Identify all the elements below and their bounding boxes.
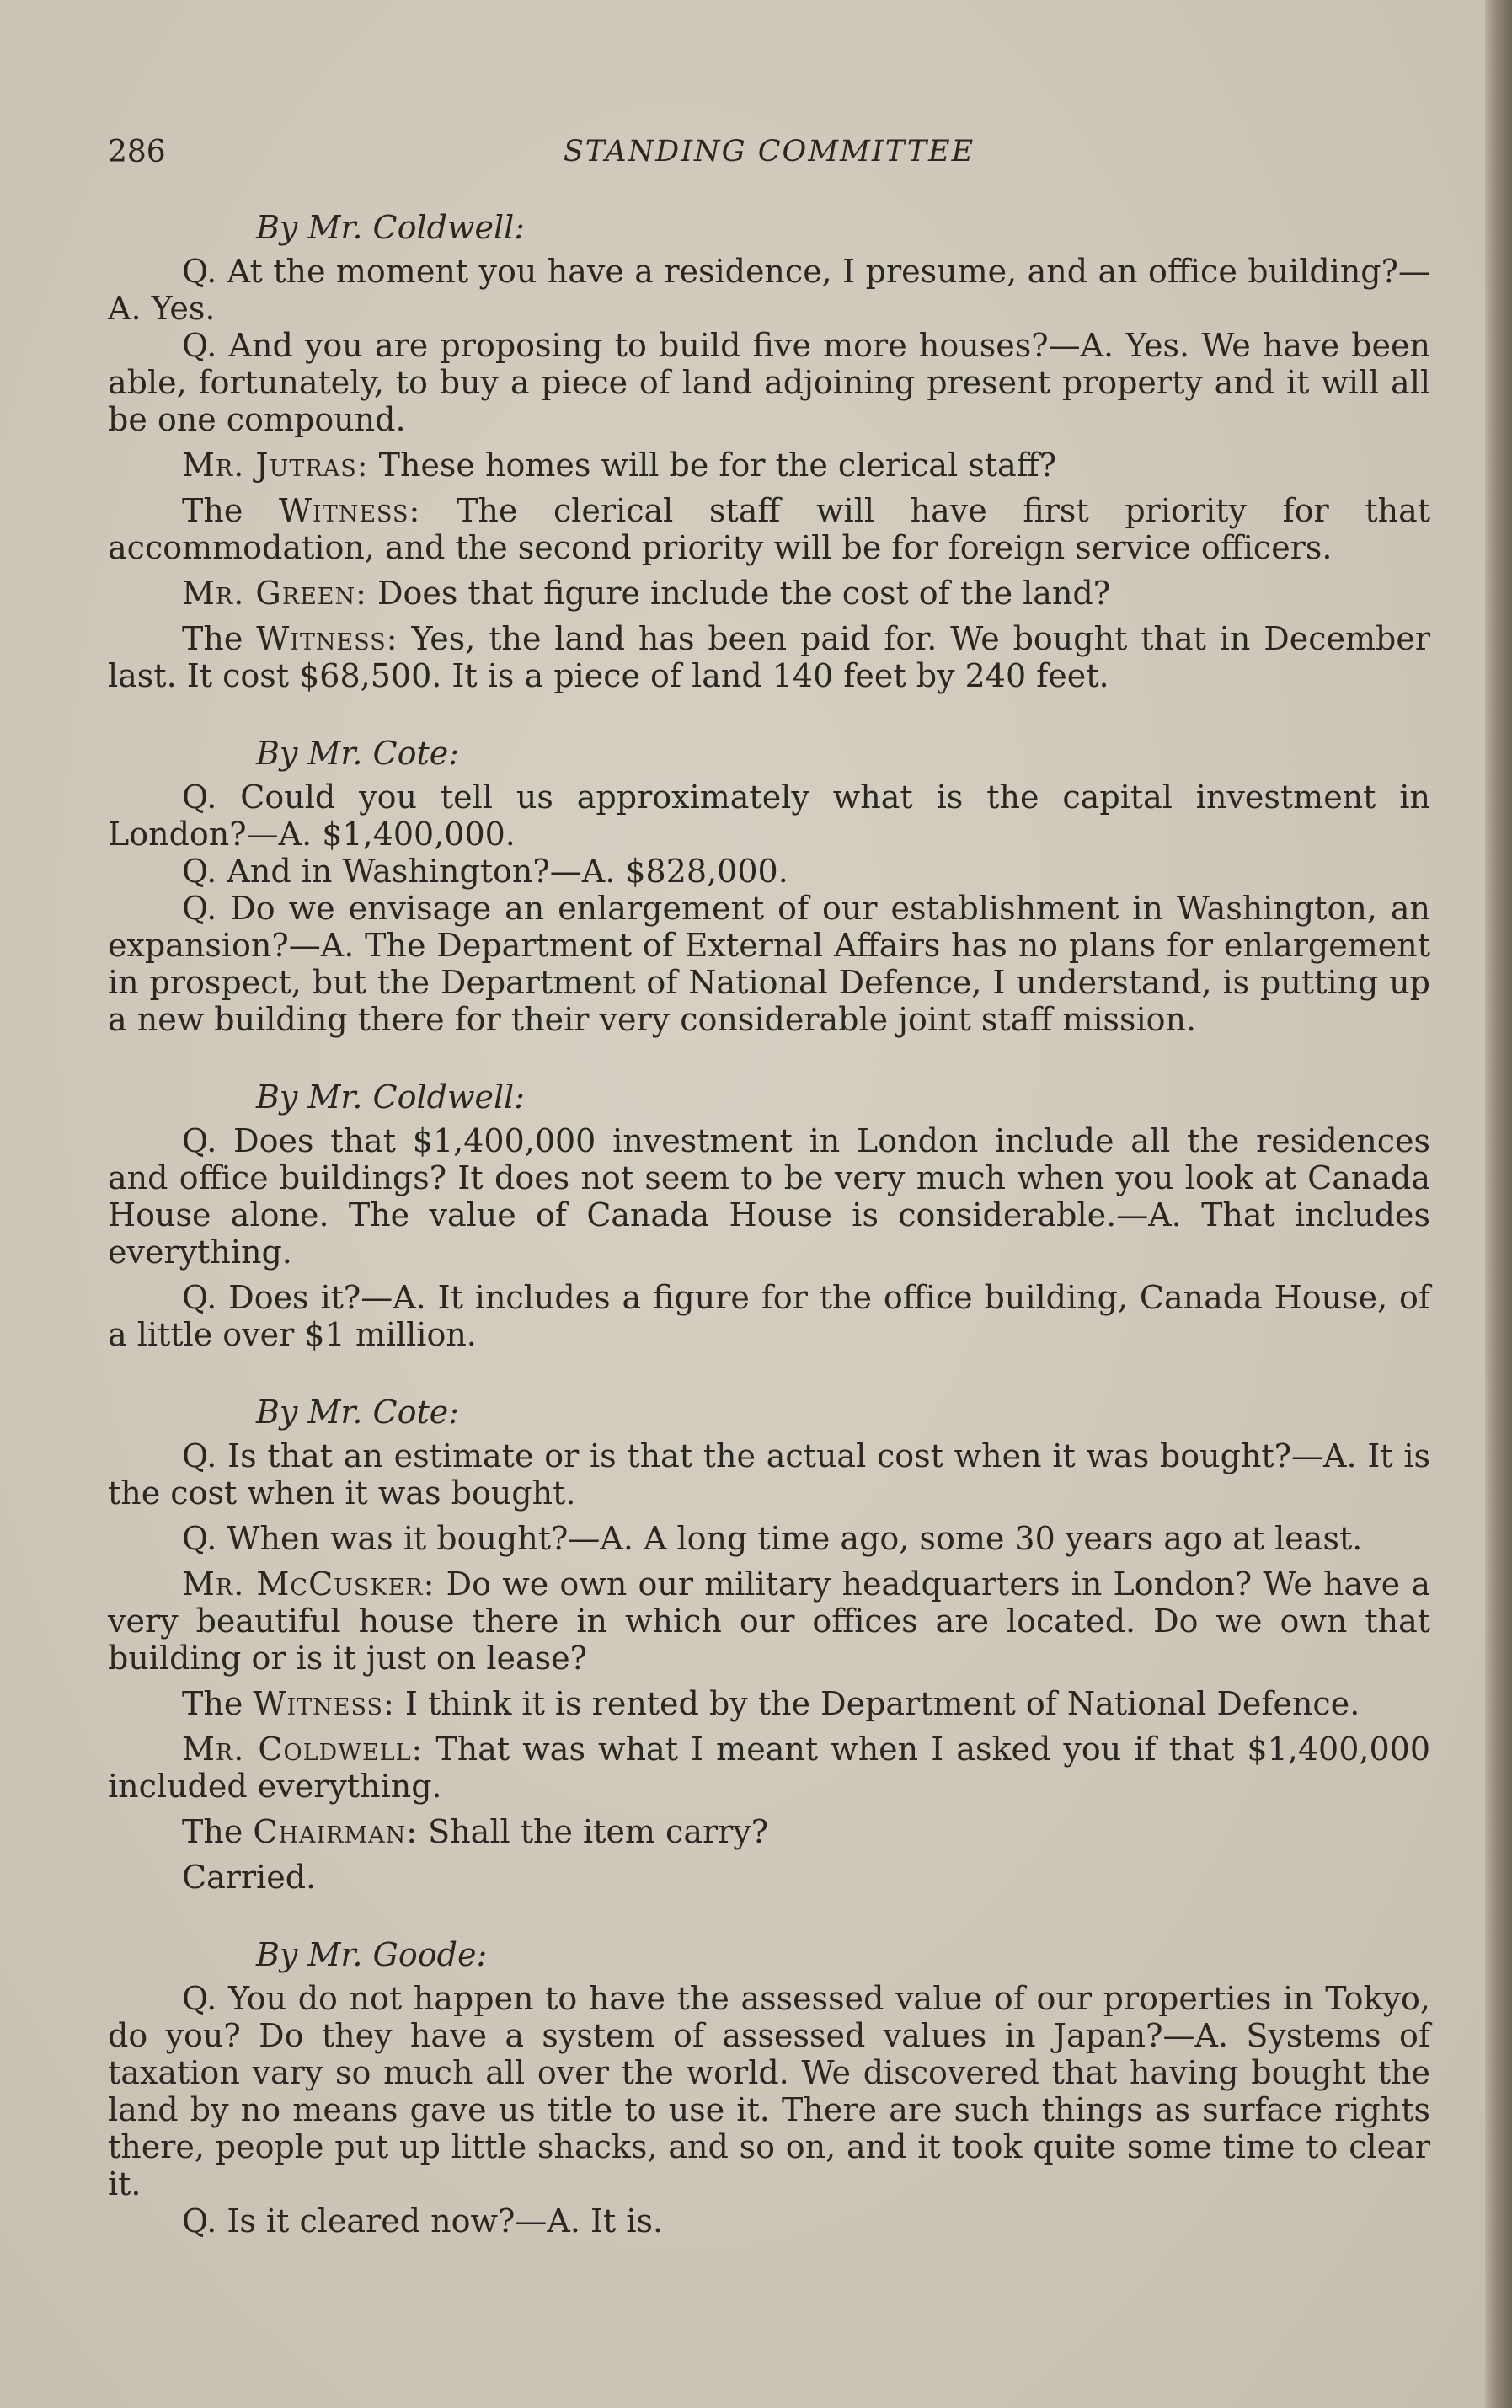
qa-paragraph: Q. Could you tell us approximately what is the capital investment in London?—A. $1,400,000. [108,779,1430,853]
speech-text: These homes will be for the clerical staff? [368,447,1057,484]
speaker-prefix: The [182,1685,254,1722]
examiner-heading: By Mr. Cote: [256,735,460,772]
examiner-heading: By Mr. Cote: [256,1394,460,1431]
speech-text: That was what I meant when I asked you if that $1,400,000 included everything. [108,1731,1430,1805]
speech-text: I think it is rented by the Department of National Defence. [394,1685,1360,1722]
speaker-name: Witness: [253,1685,395,1722]
qa-paragraph: Q. When was it bought?—A. A long time ago, some 30 years ago at least. [182,1520,1363,1557]
speech-text: Does that figure include the cost of the land? [366,575,1111,612]
speech-text: Yes, the land has been paid for. We bought that in December last. It cost $68,500. It is a piece of land 140 feet by 240 feet. [108,620,1431,694]
qa-paragraph: Q. Is it cleared now?—A. It is. [182,2202,664,2239]
qa-paragraph: Q. Does it?—A. It includes a figure for the office building, Canada House, of a little over $1 million. [108,1279,1430,1353]
speaker-paragraph [108,1813,1430,1850]
speaker-paragraph [108,1731,1430,1805]
examiner-heading: By Mr. Goode: [256,1936,488,1973]
page-edge-shadow [1485,0,1512,2408]
qa-paragraph: Carried. [182,1859,317,1896]
speech-text: The clerical staff will have first priority for that accommodation, and the second priority will be for foreign service officers. [108,492,1430,566]
examiner-heading: By Mr. Coldwell: [256,1078,526,1116]
speech-text: Shall the item carry? [418,1813,769,1850]
speaker-name: Mr. Coldwell: [182,1731,424,1768]
speaker-name: Mr. Green: [182,575,367,612]
qa-paragraph: Q. You do not happen to have the assessed value of our properties in Tokyo, do you? Do they have a system of assessed values in Japan?—A. Systems of taxation vary so much all over the world. We discovered that having bought the land by no means gave us title to use it. There are such things as surface rights there, people put up little shacks, and so on, and it took quite some time to clear it. [108,1980,1430,2202]
qa-paragraph: Q. At the moment you have a residence, I presume, and an office building?—A. Yes. [108,253,1430,327]
qa-paragraph: Q. And in Washington?—A. $828,000. [182,853,788,890]
speaker-paragraph [108,492,1430,566]
speaker-name: Witness: [278,492,421,529]
speaker-name: Chairman: [253,1813,419,1850]
speaker-name: Witness: [256,620,398,657]
page-header [108,135,1430,182]
page-number: 286 [108,135,166,169]
speaker-prefix: The [182,492,279,529]
speaker-paragraph [108,1685,1430,1722]
speaker-paragraph [108,1565,1430,1677]
qa-paragraph: Q. Is that an estimate or is that the actual cost when it was bought?—A. It is the cost when it was bought. [108,1437,1430,1512]
speaker-prefix: The [182,620,257,657]
speaker-paragraph [108,620,1430,694]
qa-paragraph: Q. Does that $1,400,000 investment in London include all the residences and office buildings? It does not seem to be very much when you look at Canada House alone. The value of Canada House is considerable.—A. That includes everything. [108,1122,1430,1271]
speaker-prefix: The [182,1813,254,1850]
transcript-body [108,209,1430,2239]
examiner-heading: By Mr. Coldwell: [256,209,526,246]
speaker-paragraph [108,575,1430,612]
speaker-name: Mr. Jutras: [182,447,369,484]
speaker-paragraph [108,447,1430,484]
qa-paragraph: Q. Do we envisage an enlargement of our establishment in Washington, an expansion?—A. The Department of External Affairs has no plans for enlargement in prospect, but the Department of National Defence, I understand, is putting up a new building there for their very considerable joint staff mission. [108,890,1430,1038]
running-title: STANDING COMMITTEE [563,135,975,169]
qa-paragraph: Q. And you are proposing to build five more houses?—A. Yes. We have been able, fortunately, to buy a piece of land adjoining present property and it will all be one compound. [108,327,1430,438]
speech-text: Do we own our military headquarters in London? We have a very beautiful house there in which our offices are located. Do we own that building or is it just on lease? [108,1565,1430,1677]
speaker-name: Mr. McCusker: [182,1565,435,1603]
